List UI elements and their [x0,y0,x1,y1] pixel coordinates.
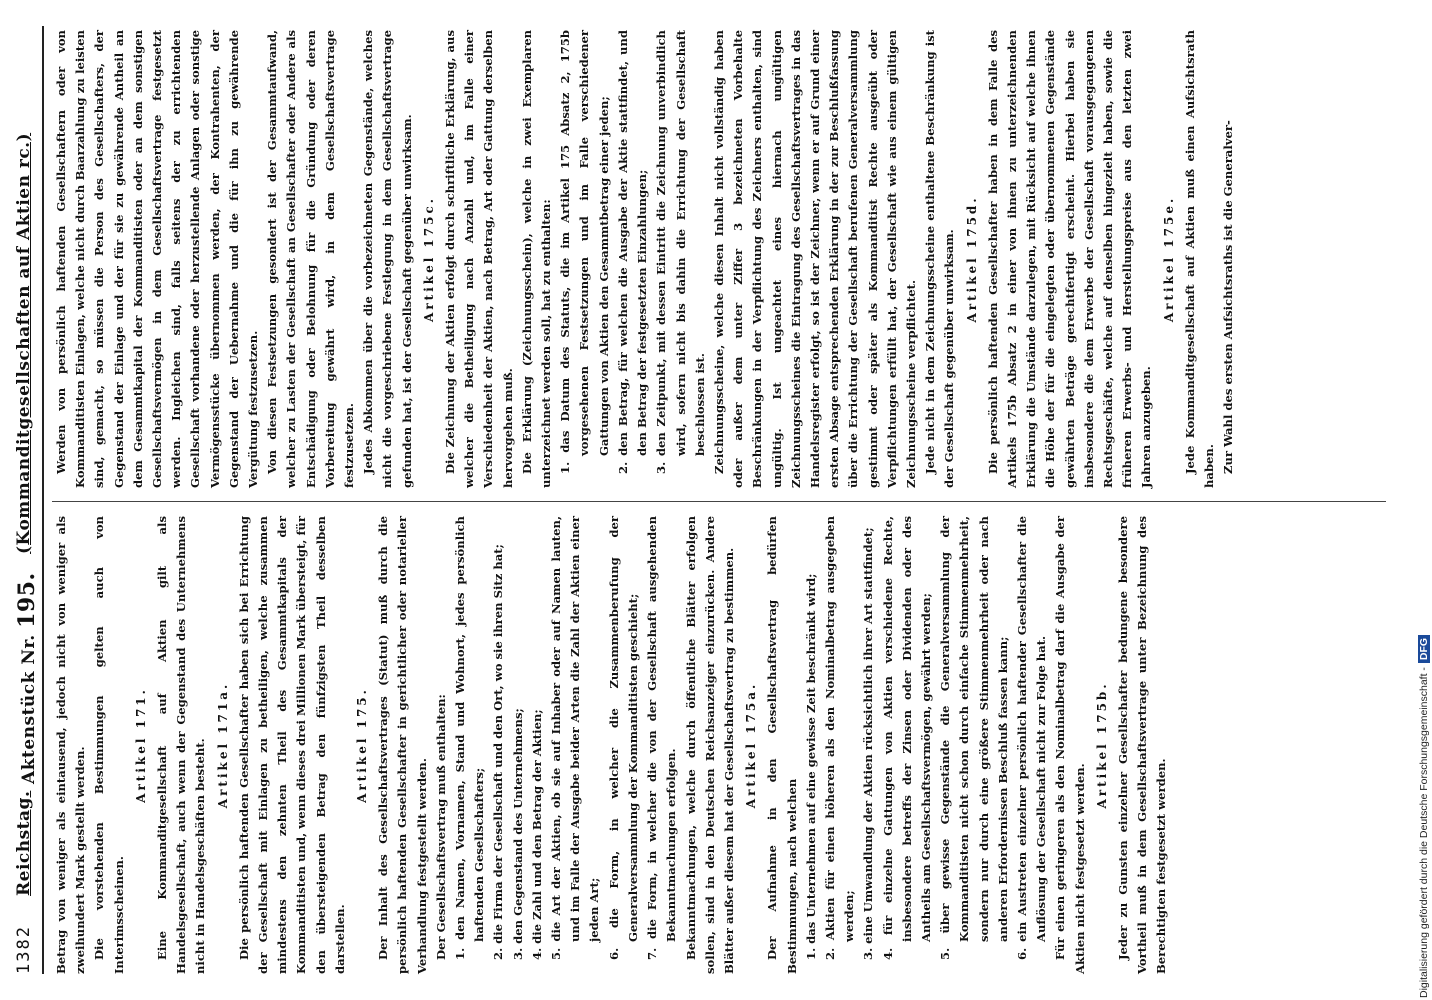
credit-text: Digitalisierung gefördert durch die Deutsche Forschungsgemeinschaft - [1418,667,1430,998]
document-number: 195. [14,572,40,628]
list-item: 5. über gewisse Gegenstände die Generalversammlung der Kommanditisten nicht schon durch einfache Stimmenmehrheit, sondern nur durch eine größere Stimmenmehrheit oder nach anderen Erfordernissen Beschluß fassen kann; [938,516,1010,960]
list-item: 4. für einzelne Gattungen von Aktien verschiedene Rechte, insbesondere betreffs der Zinsen oder Dividenden oder des Antheils am Gesellschaftsvermögen, gewährt werden; [880,516,933,960]
dfg-logo: DFG [1418,635,1430,663]
article-list [556,30,710,474]
paragraph: Jede nicht in dem Zeichnungsscheine enthaltene Beschränkung ist der Gesellschaft gegenüber unwirksam. [923,30,957,488]
header-left-title: Reichstag. [14,790,34,896]
paragraph: Die Erklärung (Zeichnungsschein), welche in zwei Exemplaren unterzeichnet werden soll, hat zu enthalten: [519,30,554,488]
column-divider [52,501,1386,502]
left-column [52,516,1398,974]
paragraph: Zeichnungsscheine, welche diesen Inhalt nicht vollständig haben oder außer dem unter Ziffer 3 bezeichneten Vorbehalte Beschränkungen in der Verpflichtung des Zeichners enthalten, sind ungültig. Ist ungeachtet eines hiernach ungültigen Zeichnungsscheines die Eintragung des Gesellschaftsvertrages in das Handelsregister erfolgt, so ist der Zeichner, wenn er auf Grund einer ersten Absage entsprechenden Erklärung in der zur Beschlußfassung über die Errichtung der Gesellschaft berufenen Generalversammlung gestimmt oder später als Kommanditist Rechte ausgeübt oder Verpflichtungen erfüllt hat, der Gesellschaft wie aus einem gültigen Zeichnungsscheine verpflichtet. [711,30,918,488]
page-number: 1382 [14,925,34,974]
paragraph: Jedes Abkommen über die vorbezeichneten Gegenstände, welches nicht die vorgeschriebene Festlegung in dem Gesellschaftsvertrage gefunden hat, ist der Gesellschaft gegenüber unwirksam. [361,30,414,488]
paragraph: Der Gesellschaftsvertrag muß enthalten: [433,694,448,960]
list-item: 2. die Firma der Gesellschaft und den Ort, wo sie ihren Sitz hat; [491,544,506,960]
list-item: 1. das Datum des Statuts, die im Artikel 175 Absatz 2, 175b vorgesehenen Festsetzungen und im Falle verschiedener Gattungen von Aktien den Gesammtbetrag einer jeden; [558,30,611,474]
paragraph: Der Aufnahme in den Gesellschaftsvertrag bedürfen Bestimmungen, nach welchen [765,516,799,974]
article-heading: Artikel 171. [133,687,148,803]
article-heading: Artikel 171a. [215,681,230,809]
article-heading: Artikel 175. [355,687,370,803]
list-item: 4. die Zahl und den Betrag der Aktien; [529,709,544,960]
paragraph: Jeder zu Gunsten einzelner Gesellschafter bedungene besondere Vortheil muß in dem Gesellschaftsvertrage unter Bezeichnung des Berechtigten festgesetzt werden. [1115,516,1169,974]
header-right-title: (Kommanditgesellschaften auf Aktien rc.) [14,132,34,554]
list-item: 2. den Betrag, für welchen die Ausgabe der Aktie stattfindet, und den Betrag der festgesetzten Einzahlungen; [615,30,650,474]
list-item: 6. ein Austreten einzelner persönlich haftender Gesellschafter die Auflösung der Gesellschaft nicht zur Folge hat. [1014,516,1049,960]
list-item: 3. den Gegenstand des Unternehmens; [510,708,525,960]
list-item: 5. die Art der Aktien, ob sie auf Inhaber oder auf Namen lauten, und im Falle der Ausgabe beider Arten die Zahl der Aktien einer jeden Art; [549,516,602,960]
paragraph: Zur Wahl des ersten Aufsichtsraths ist die Generalver- [1221,120,1236,474]
list-item: 6. die Form, in welcher die Zusammenberufung der Generalversammlung der Kommanditisten geschieht; [606,516,640,960]
list-item: 3. eine Umwandlung der Aktien rücksichtlich ihrer Art stattfindet; [861,527,876,960]
article-heading: Artikel 175d. [964,195,979,323]
list-item: 1. das Unternehmen auf eine gewisse Zeit beschränkt wird; [803,573,818,960]
paragraph: Werden von persönlich haftenden Gesellschaftern oder von Kommanditisten Einlagen, welche nicht durch Baarzahlung zu leisten sind, gemacht, so müssen die Person des Gesellschafters, der Gegenstand der Einlage und der für sie zu gewährende Antheil an dem Gesammtkapital der Kommanditisten oder an dem sonstigen Gesellschaftsvermögen in dem Gesellschaftsvertrage festgesetzt werden. Ingleichen sind, falls seitens der zu errichtenden Gesellschaft vorhandene oder herzustellende Anlagen oder sonstige Vermögensstücke übernommen werden, der Kontrahenten, der Gegenstand der Uebernahme und die für ihn zu gewährende Vergütung festzusetzen. [54,30,261,488]
list-item: 1. den Namen, Vornamen, Stand und Wohnort, jedes persönlich haftenden Gesellschafters; [453,516,487,960]
paragraph: Die vorstehenden Bestimmungen gelten auch von Interimsscheinen. [92,516,126,974]
list-item: 2. Aktien für einen höheren als den Nominalbetrag ausgegeben werden; [822,516,857,960]
paragraph: Für einen geringeren als den Nominalbetrag darf die Ausgabe der Aktien nicht festgesetzt werden. [1053,516,1087,974]
header-center-title [14,572,40,784]
article-heading: Artikel 175a. [744,681,759,809]
article-list [451,516,681,960]
article-heading: Artikel 175c. [421,196,436,322]
header-rule [42,26,44,974]
paragraph: Bekanntmachungen, welche durch öffentliche Blätter erfolgen sollen, sind in den Deutschen Reichsanzeiger einzurücken. Andere Blätter außer diesem hat der Gesellschaftsvertrag zu bestimmen. [683,516,736,974]
article-heading: Artikel 175e. [1161,195,1176,323]
right-column [52,30,1398,488]
header-center-prefix: Aktenstück Nr. [19,634,39,784]
paragraph: Die Zeichnung der Aktien erfolgt durch schriftliche Erklärung, aus welcher die Betheiligung nach Anzahl und, im Falle einer Verschiedenheit der Aktien, nach Betrag, Art oder Gattung derselben hervorgehen muß. [443,30,515,488]
paragraph: Betrag von weniger als eintausend, jedoch nicht von weniger als zweihundert Mark gestellt werden. [54,516,88,974]
digitization-credit [1392,0,1430,1000]
article-list [802,516,1052,960]
paragraph: Von diesen Festsetzungen gesondert ist der Gesammtaufwand, welcher zu Lasten der Gesellschaft an Gesellschafter oder Andere als Entschädigung oder Belohnung für die Gründung oder deren Vorbereitung gewährt wird, in dem Gesellschaftsvertrage festzusetzen. [265,30,357,488]
paragraph: Eine Kommanditgesellschaft auf Aktien gilt als Handelsgesellschaft, auch wenn der Gegenstand des Unternehmens nicht in Handelsgeschäften besteht. [155,516,208,974]
list-item: 3. den Zeitpunkt, mit dessen Eintritt die Zeichnung unverbindlich wird, sofern nicht bis dahin die Errichtung der Gesellschaft beschlossen ist. [654,30,707,474]
page-header [10,26,40,974]
list-item: 7. die Form, in welcher die von der Gesellschaft ausgehenden Bekanntmachungen erfolgen. [645,516,679,960]
article-heading: Artikel 175b. [1094,681,1109,809]
paragraph: Jede Kommanditgesellschaft auf Aktien muß einen Aufsichtsrath haben. [1182,30,1216,488]
paragraph: Die persönlich haftenden Gesellschafter haben sich bei Errichtung der Gesellschaft mit Einlagen zu betheiligen, welche zusammen mindestens den zehnten Theil des Gesammtkapitals der Kommanditisten und, wenn dieses drei Millionen Mark übersteigt, für den übersteigenden Betrag den fünfzigsten Theil desselben darstellen. [236,516,347,974]
paragraph: Der Inhalt des Gesellschaftsvertrages (Statut) muß durch die persönlich haftenden Gesellschafter in gerichtlicher oder notarieller Verhandlung festgestellt werden. [376,516,429,974]
paragraph: Die persönlich haftenden Gesellschafter haben in dem Falle des Artikels 175b Absatz 2 in einer von ihnen zu unterzeichnenden Erklärung die Umstände darzulegen, mit Rücksicht auf welche ihnen die Höhe der für die eingelegten oder übernommenen Gegenstände gewährten Beträge gerechtfertigt erscheint. Hierbei haben sie insbesondere die dem Erwerbe der Gesellschaft vorausgegangenen Rechtsgeschäfte, welche auf denselben hingezielt haben, sowie die früheren Erwerbs- und Herstellungspreise aus den letzten zwei Jahren anzugeben. [985,30,1154,488]
scanned-page [2,12,1406,988]
